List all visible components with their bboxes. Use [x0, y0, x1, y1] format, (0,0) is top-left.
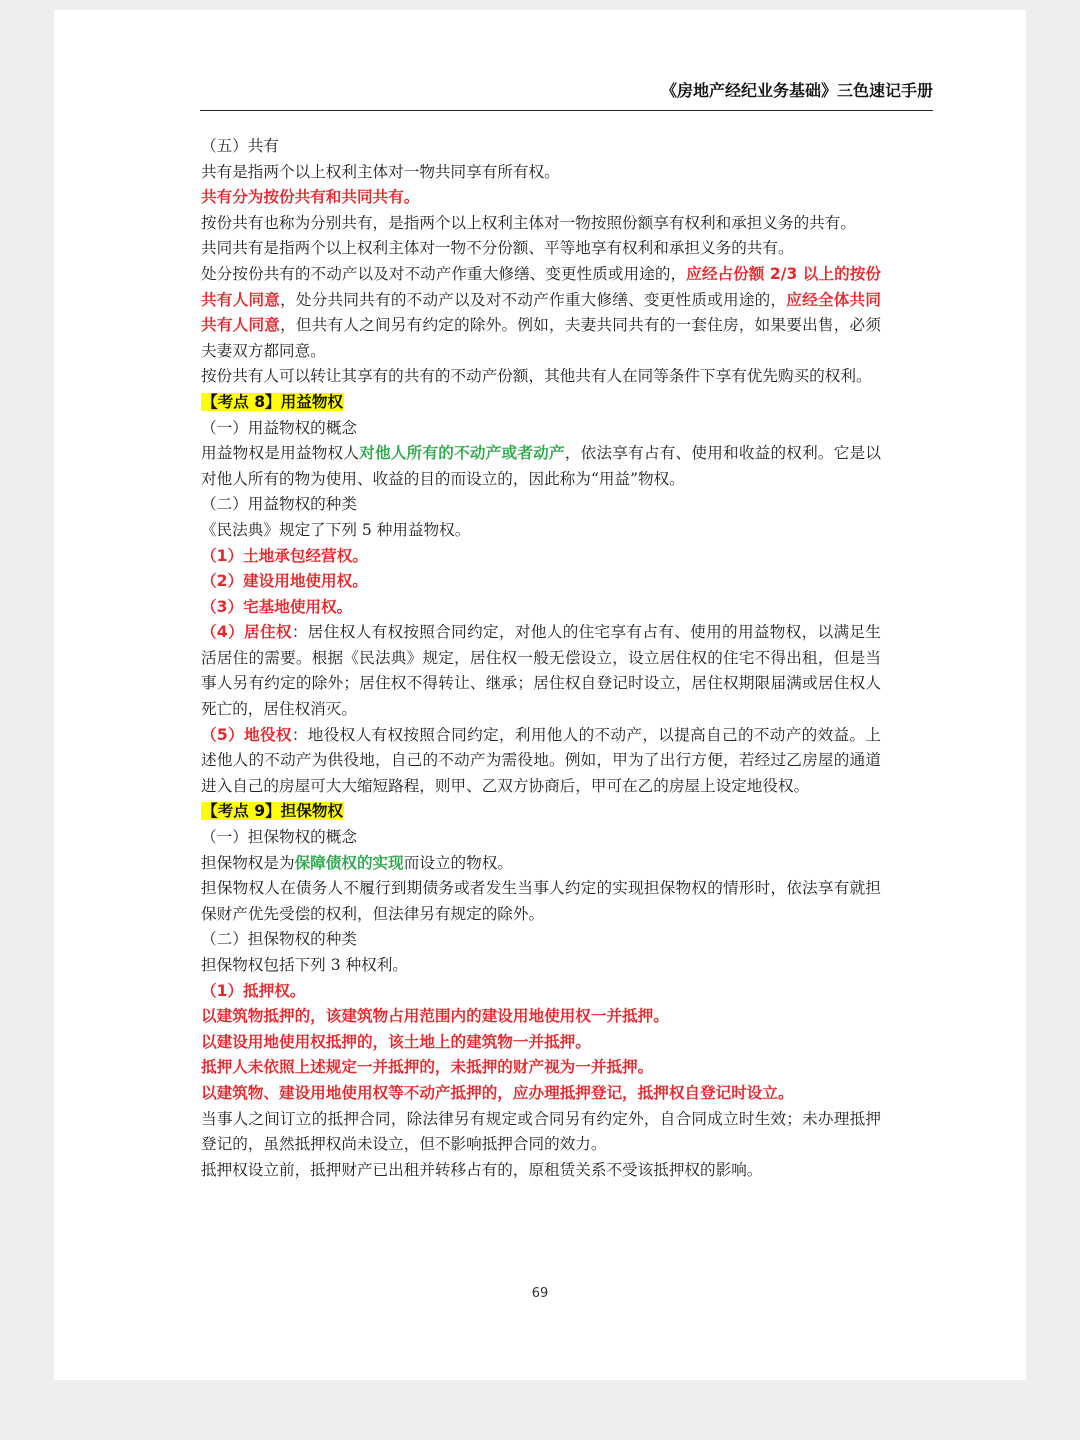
paragraph: 共有是指两个以上权利主体对一物共同享有所有权。: [201, 162, 560, 181]
exam-point-title: [201, 799, 881, 825]
exam-point-title: [201, 390, 881, 416]
paragraph: 担保物权包括下列 3 种权利。: [201, 956, 408, 974]
list-item-red: （2）建设用地使用权。: [201, 572, 368, 591]
paragraph: 担保物权人在债务人不履行到期债务或者发生当事人约定的实现担保物权的情形时，依法享有就担保财产优先受偿的权利，但法律另有规定的除外。: [201, 879, 881, 923]
paragraph: 按份共有人可以转让其享有的共有的不动产份额，其他共有人在同等条件下享有优先购买的权利。: [201, 367, 872, 386]
document-page: [54, 10, 1026, 1380]
page-body: [201, 134, 881, 1183]
paragraph: 用益物权是用益物权人对他人所有的不动产或者动产，依法享有占有、使用和收益的权利。它是以对他人所有的物为使用、收益的目的而设立的，因此称为“用益”物权。: [201, 444, 881, 488]
highlight-title: 【考点 9】担保物权: [202, 802, 344, 821]
key-point-red: 共有分为按份共有和共同共有。: [201, 188, 420, 207]
paragraph: 按份共有也称为分别共有，是指两个以上权利主体对一物按照份额享有权利和承担义务的共有。: [201, 213, 856, 232]
section-heading: （五）共有: [201, 137, 279, 155]
page-number: 69: [531, 1286, 549, 1301]
list-item: （5）地役权：地役权人有权按照合同约定，利用他人的不动产，以提高自己的不动产的效益。上述他人的不动产为供役地，自己的不动产为需役地。例如，甲为了出行方便，若经过乙房屋的通道进入自己的房屋可大大缩短路程，则甲、乙双方协商后，甲可在乙的房屋上设定地役权。: [201, 725, 881, 795]
paragraph: 共同共有是指两个以上权利主体对一物不分份额、平等地享有权利和承担义务的共有。: [201, 239, 794, 258]
subsection-heading: （一）担保物权的概念: [201, 828, 357, 847]
key-point-red: 以建设用地使用权抵押的，该土地上的建筑物一并抵押。: [201, 1032, 591, 1051]
list-item-red: （3）宅基地使用权。: [201, 597, 353, 616]
key-point-green: 保障债权的实现: [294, 853, 404, 872]
list-item: （4）居住权：居住权人有权按照合同约定，对他人的住宅享有占有、使用的用益物权，以满足生活居住的需要。根据《民法典》规定，居住权一般无偿设立，设立居住权的住宅不得出租，但是当事人另有约定的除外；居住权不得转让、继承；居住权自登记时设立，居住权期限届满或居住权人死亡的，居住权消灭。: [201, 623, 881, 719]
key-point-red: 应经全体共同共有人同意: [201, 290, 881, 335]
subsection-heading: （一）用益物权的概念: [201, 418, 357, 437]
list-item-red: （1）抵押权。: [201, 981, 306, 1000]
key-point-red: 以建筑物、建设用地使用权等不动产抵押的，应办理抵押登记，抵押权自登记时设立。: [201, 1083, 794, 1102]
paragraph: 处分按份共有的不动产以及对不动产作重大修缮、变更性质或用途的，应经占份额 2/3 以上的按份共有人同意，处分共同共有的不动产以及对不动产作重大修缮、变更性质或用途的，应经全体共同共有人同意，但共有人之间另有约定的除外。例如，夫妻共同共有的一套住房，如果要出售，必须夫妻双方都同意。: [201, 264, 881, 360]
highlight-title: 【考点 8】用益物权: [202, 392, 344, 411]
key-point-red: 抵押人未依照上述规定一并抵押的，未抵押的财产视为一并抵押。: [201, 1058, 654, 1077]
running-header: 《房地产经纪业务基础》三色速记手册: [200, 76, 933, 111]
subsection-heading: （二）用益物权的种类: [201, 495, 357, 514]
paragraph: 抵押权设立前，抵押财产已出租并转移占有的，原租赁关系不受该抵押权的影响。: [201, 1160, 763, 1179]
paragraph: 《民法典》规定了下列 5 种用益物权。: [201, 520, 471, 539]
list-item-red: （1）土地承包经营权。: [201, 546, 368, 565]
paragraph: 担保物权是为保障债权的实现而设立的物权。: [201, 853, 513, 872]
paragraph: 当事人之间订立的抵押合同，除法律另有规定或合同另有约定外，自合同成立时生效；未办理抵押登记的，虽然抵押权尚未设立，但不影响抵押合同的效力。: [201, 1109, 881, 1154]
subsection-heading: （二）担保物权的种类: [201, 930, 357, 949]
key-point-red: 以建筑物抵押的，该建筑物占用范围内的建设用地使用权一并抵押。: [201, 1007, 669, 1026]
key-point-green: 对他人所有的不动产或者动产: [359, 444, 565, 463]
key-point-red: 应经占份额 2/3 以上的按份共有人同意: [201, 264, 881, 309]
